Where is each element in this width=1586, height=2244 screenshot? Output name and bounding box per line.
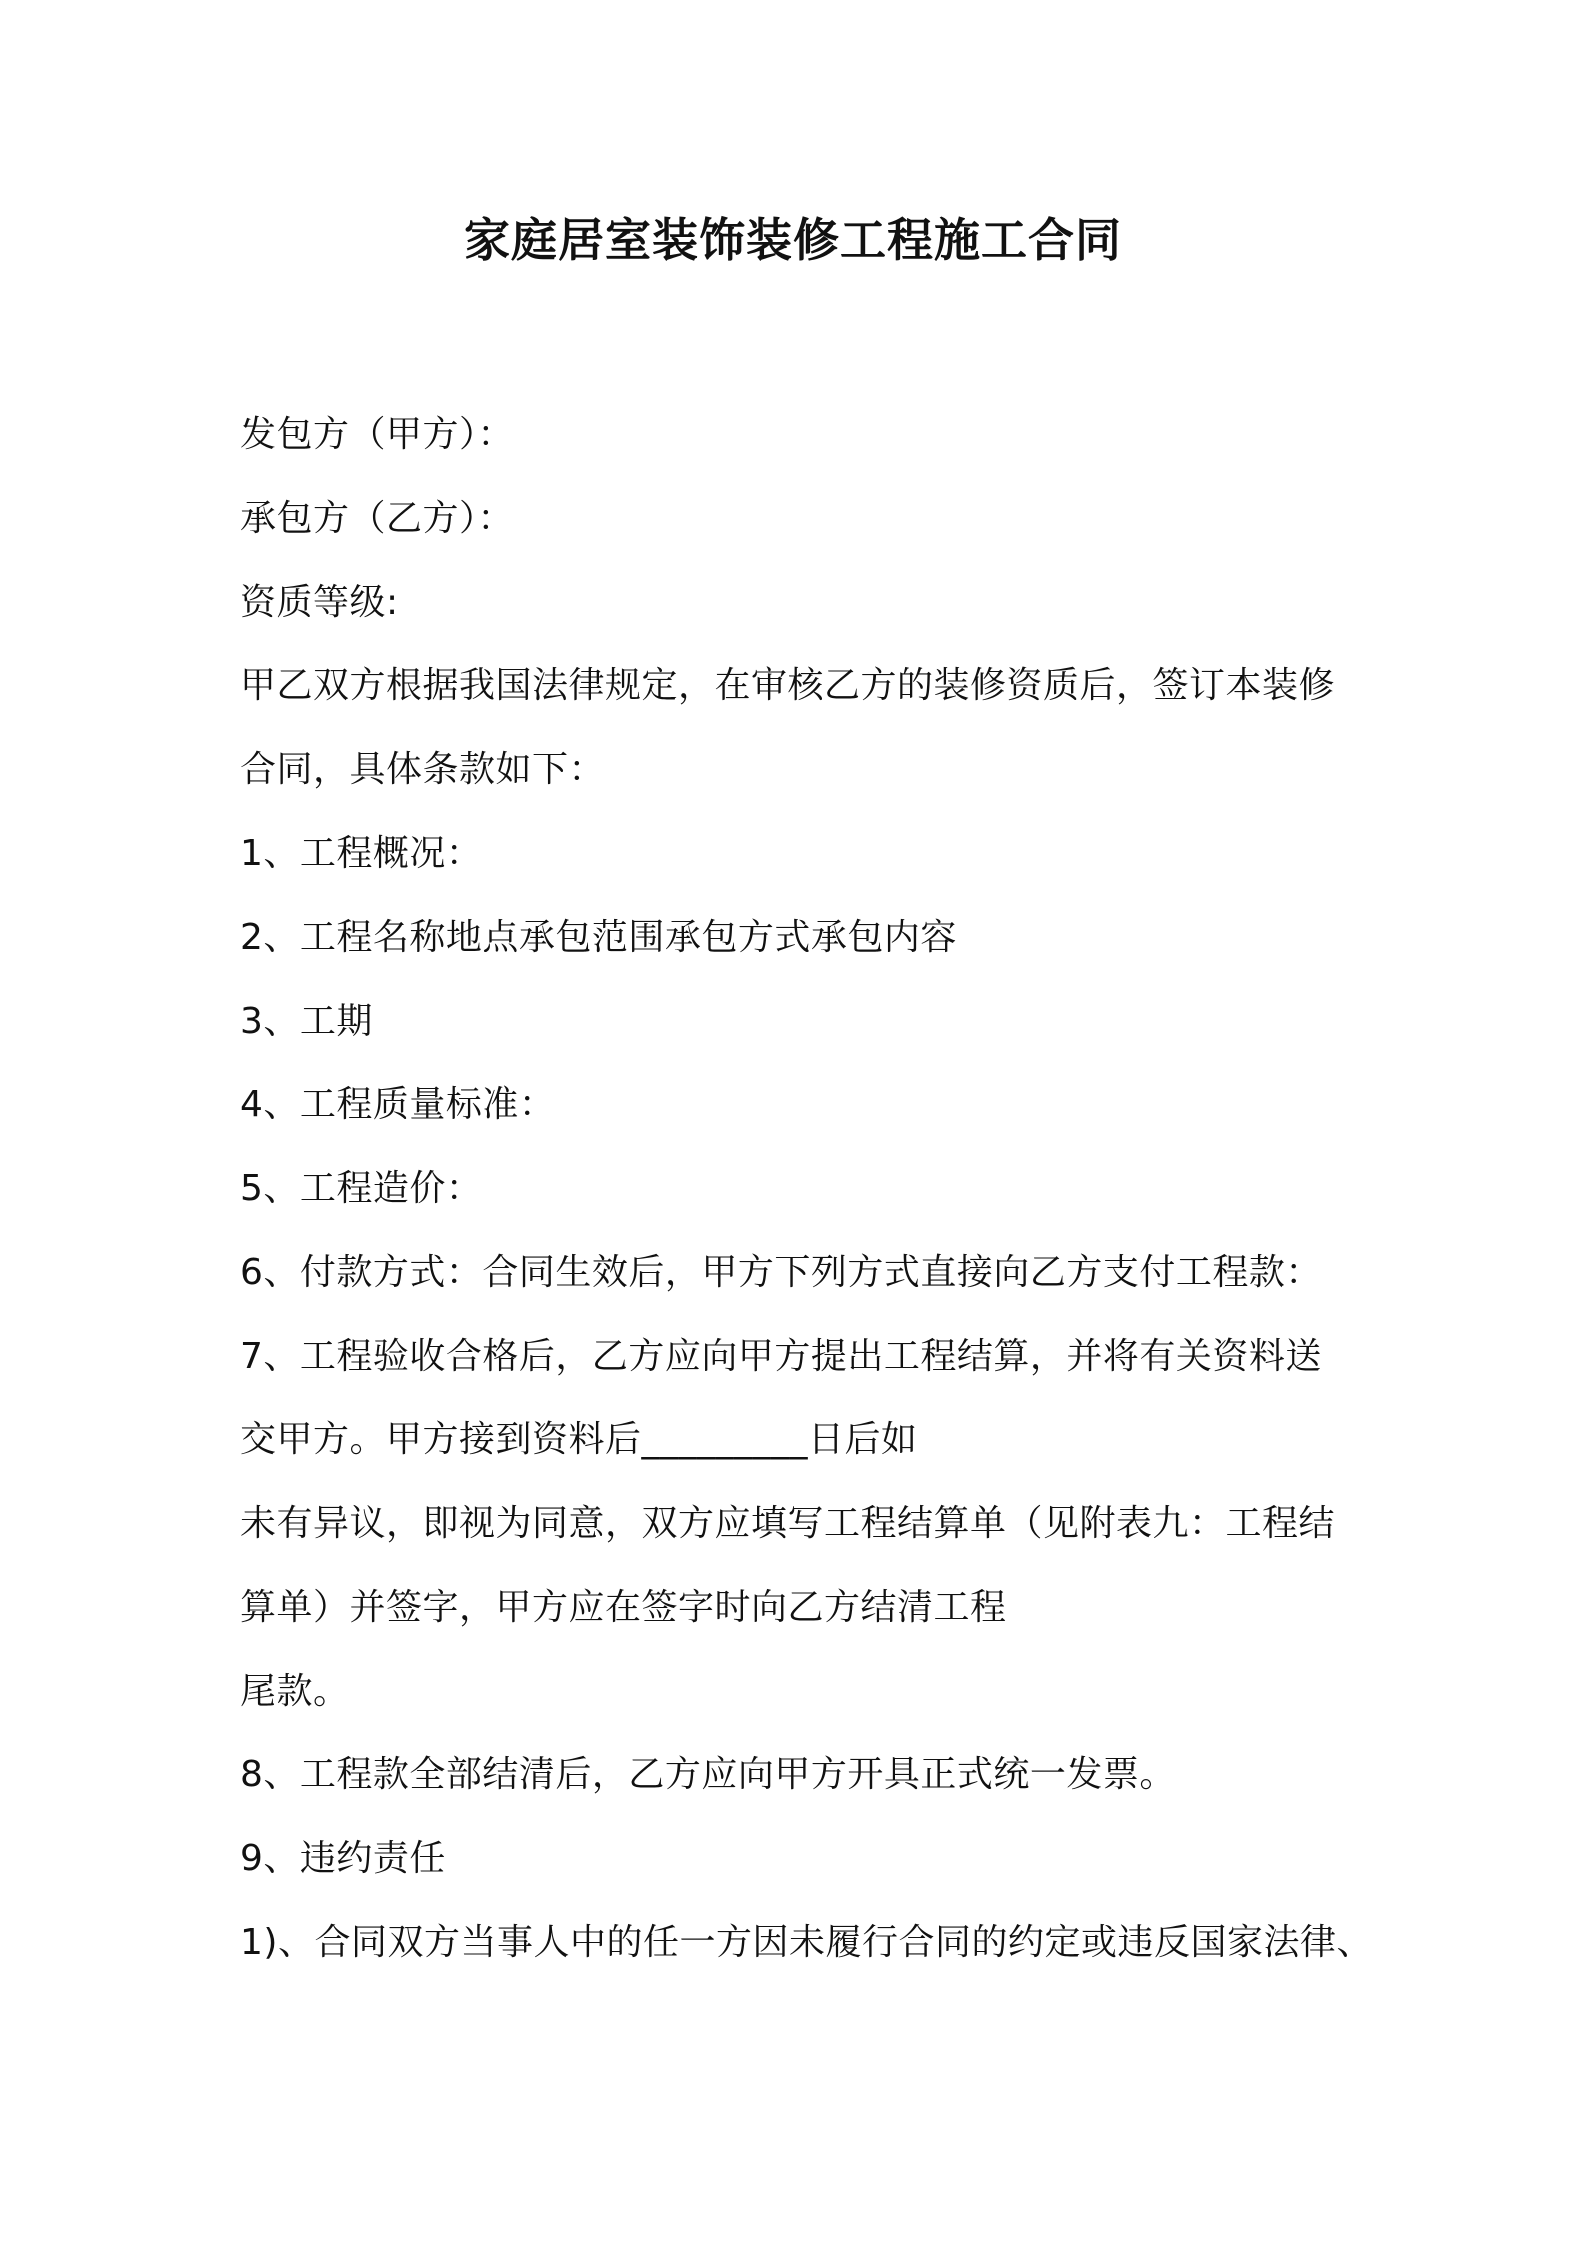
clause-8: 8、工程款全部结清后，乙方应向甲方开具正式统一发票。 xyxy=(240,1754,1176,1795)
clause-5: 5、工程造价： xyxy=(240,1168,483,1209)
clause-7-line-5: 尾款。 xyxy=(240,1671,350,1712)
document-title: 家庭居室装饰装修工程施工合同 xyxy=(464,213,1122,267)
clause-7-line-3: 未有异议，即视为同意，双方应填写工程结算单（见附表九：工程结 xyxy=(240,1503,1336,1544)
clause-1: 1、工程概况： xyxy=(240,833,483,874)
party-b-line: 承包方（乙方）： xyxy=(240,498,515,539)
clause-2: 2、工程名称地点承包范围承包方式承包内容 xyxy=(240,917,957,958)
clause-7-line-2: 交甲方。甲方接到资料后_________日后如 xyxy=(240,1419,918,1460)
clause-7-line-4: 算单）并签字，甲方应在签字时向乙方结清工程 xyxy=(240,1587,1007,1628)
clause-6: 6、付款方式：合同生效后，甲方下列方式直接向乙方支付工程款： xyxy=(240,1252,1322,1293)
clause-9: 9、违约责任 xyxy=(240,1838,446,1879)
preamble-line-1: 甲乙双方根据我国法律规定，在审核乙方的装修资质后，签订本装修 xyxy=(240,665,1336,706)
party-a-line: 发包方（甲方）： xyxy=(240,414,515,455)
clause-9-item-1: 1)、合同双方当事人中的任一方因未履行合同的约定或违反国家法律、 xyxy=(240,1922,1373,1963)
preamble-line-2: 合同，具体条款如下： xyxy=(240,749,606,790)
qualification-line: 资质等级: xyxy=(240,582,399,623)
clause-7-line-1: 7、工程验收合格后，乙方应向甲方提出工程结算，并将有关资料送 xyxy=(240,1336,1322,1377)
clause-4: 4、工程质量标准： xyxy=(240,1084,556,1125)
clause-3: 3、工期 xyxy=(240,1001,373,1042)
